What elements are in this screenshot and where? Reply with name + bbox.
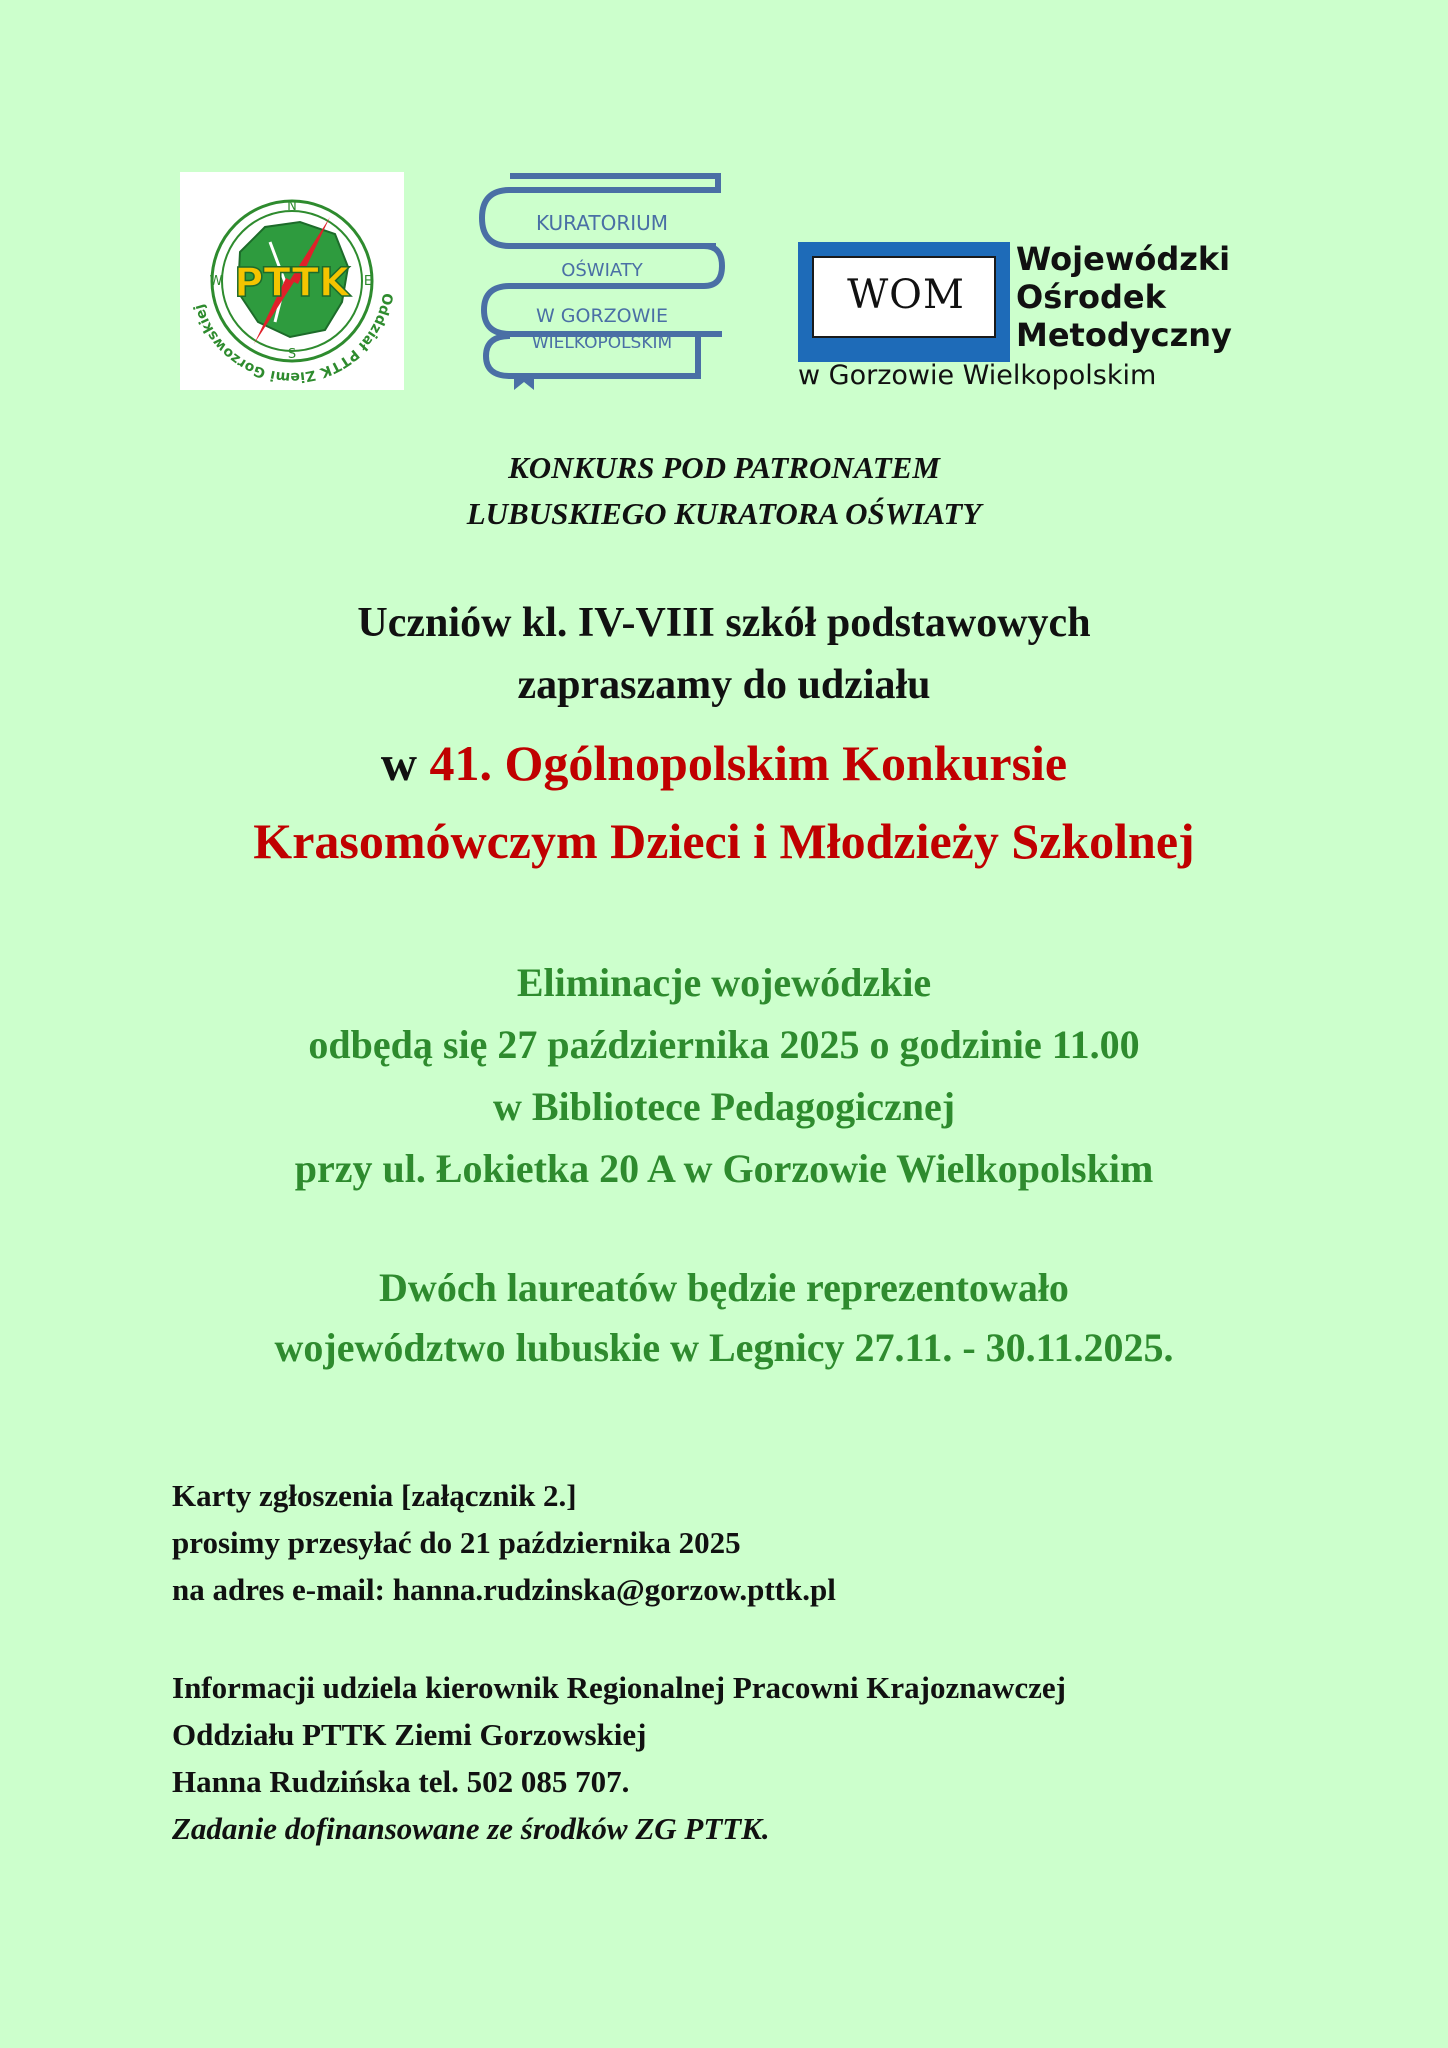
registration-line-2: prosimy przesyłać do 21 października 2025	[172, 1525, 741, 1560]
kuratorium-books-icon	[478, 170, 728, 392]
kuratorium-line-4: WIELKOPOLSKIM	[531, 333, 673, 353]
registration-line-3: na adres e-mail: hanna.rudzinska@gorzow.pttk.pl	[172, 1572, 836, 1607]
wom-logo	[798, 230, 1398, 390]
compass-w: W	[209, 274, 223, 289]
eliminations-line-3: w Bibliotece Pedagogicznej	[492, 1084, 956, 1129]
kuratorium-line-2: OŚWIATY	[561, 260, 643, 281]
laureates-line-2: województwo lubuskie w Legnicy 27.11. - 30.11.2025.	[274, 1325, 1174, 1370]
info-line-1: Informacji udziela kierownik Regionalnej Pracowni Krajoznawczej	[172, 1670, 1066, 1705]
wom-name-line-3: Metodyczny	[1016, 316, 1232, 354]
wom-name-line-1: Wojewódzki	[1016, 240, 1231, 278]
invitation	[0, 592, 1448, 716]
eliminations	[0, 952, 1448, 1200]
laureates	[0, 1258, 1448, 1378]
info-line-3: Hanna Rudzińska tel. 502 085 707.	[172, 1764, 630, 1799]
registration-info	[172, 1472, 1392, 1613]
pttk-emblem-icon	[180, 172, 404, 390]
wom-book-icon	[798, 242, 1010, 362]
patronat-line-1: KONKURS POD PATRONATEM	[508, 450, 940, 485]
wom-letters: WOM	[847, 272, 965, 318]
pttk-ring-text: Oddział PTTK Ziemi Gorzowskiej	[191, 291, 396, 386]
invitation-line-1: Uczniów kl. IV-VIII szkół podstawowych	[357, 600, 1091, 646]
eliminations-line-2: odbędą się 27 października 2025 o godzinie 11.00	[308, 1022, 1140, 1067]
patronat-line-2: LUBUSKIEGO KURATORA OŚWIATY	[466, 496, 982, 531]
contact-info	[172, 1664, 1392, 1852]
laureates-line-1: Dwóch laureatów będzie reprezentowało	[379, 1265, 1069, 1310]
compass-n: N	[287, 199, 297, 214]
wom-city: w Gorzowie Wielkopolskim	[798, 360, 1157, 391]
compass-e: E	[363, 274, 373, 289]
kuratorium-line-1: KURATORIUM	[535, 211, 669, 235]
wom-name	[1016, 240, 1396, 354]
compass-s: S	[287, 347, 297, 362]
contest-name-1: 41. Ogólnopolskim Konkursie	[429, 735, 1068, 791]
pttk-center-text: PTTK	[234, 260, 350, 306]
invitation-line-2: zapraszamy do udziału	[517, 662, 931, 708]
kuratorium-logo	[478, 170, 728, 392]
funding-note: Zadanie dofinansowane ze środków ZG PTTK.	[172, 1811, 770, 1846]
kuratorium-line-3: W GORZOWIE	[535, 305, 669, 327]
contest-line-2: Krasomówczym Dzieci i Młodzieży Szkolnej	[253, 813, 1195, 869]
patronat-heading	[0, 445, 1448, 537]
contest-title	[0, 724, 1448, 880]
eliminations-line-4: przy ul. Łokietka 20 A w Gorzowie Wielkopolskim	[294, 1146, 1154, 1191]
registration-line-1: Karty zgłoszenia [załącznik 2.]	[172, 1478, 577, 1513]
wom-name-line-2: Ośrodek	[1016, 278, 1166, 316]
contest-prefix: w	[380, 735, 417, 791]
info-line-2: Oddziału PTTK Ziemi Gorzowskiej	[172, 1717, 647, 1752]
contest-line-1	[0, 724, 1448, 802]
eliminations-line-1: Eliminacje wojewódzkie	[516, 960, 932, 1005]
pttk-logo	[180, 172, 404, 390]
